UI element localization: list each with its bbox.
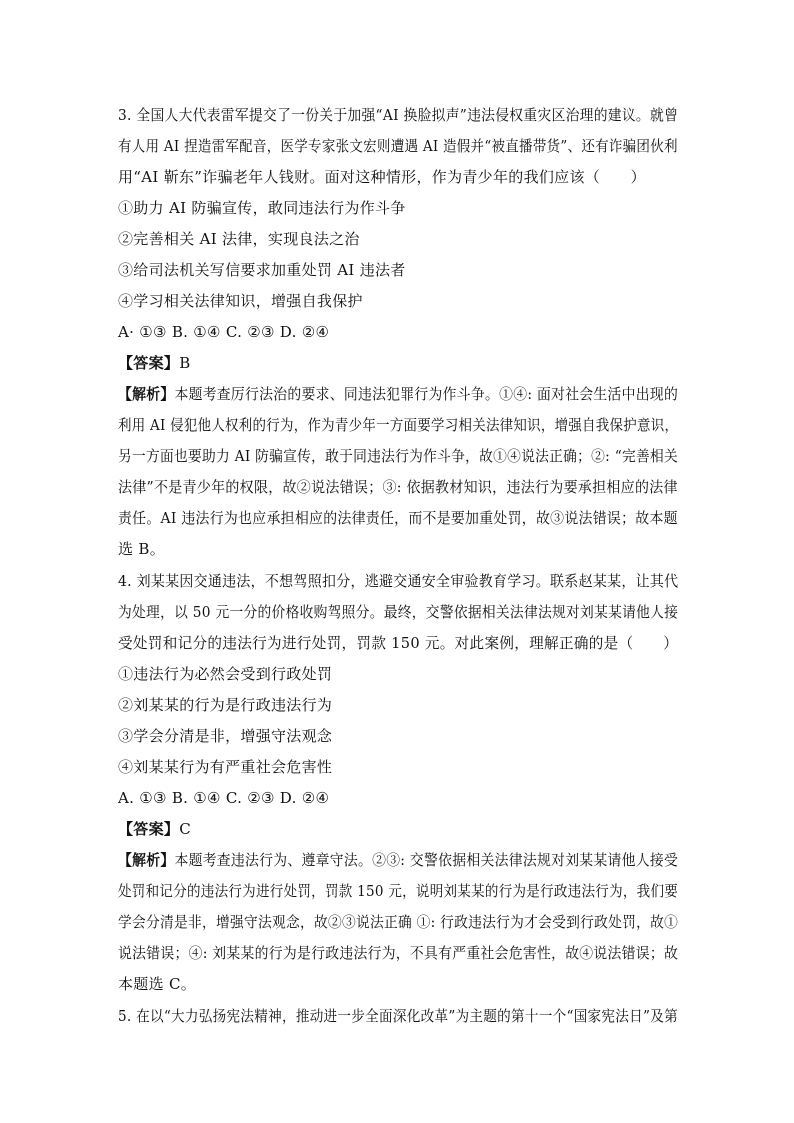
q4-stem-line-1: 4. 刘某某因交通违法，不想驾照扣分，逃避交通安全审验教育学习。联系赵某某，让其代	[118, 572, 679, 590]
q3-analysis-line-3: 另一方面也要助力 AI 防骗宣传，敢于同违法行为作斗争，故①④说法正确；②: “完善相关	[118, 447, 678, 465]
q4-analysis-line-2: 处罚和记分的违法行为进行处罚，罚款 150 元，说明刘某某的行为是行政违法行为，我们要	[118, 882, 679, 900]
q3-analysis-line-5: 责任。AI 违法行为也应承担相应的法律责任，而不是要加重处罚，故③说法错误；故本题	[118, 509, 678, 527]
q3-choices: A· ①③ B. ①④ C. ②③ D. ②④	[118, 323, 330, 341]
q5-stem-line-1: 5. 在以“大力弘扬宪法精神，推动进一步全面深化改革”为主题的第十一个“国家宪法日”及第	[118, 1007, 678, 1025]
q3-answer-value: B	[179, 354, 191, 372]
q3-stem-line-3: 用“AI 靳东”诈骗老年人钱财。面对这种情形，作为青少年的我们应该（ ）	[118, 168, 646, 186]
q4-analysis-label: 【解析】	[118, 851, 175, 869]
q3-answer	[118, 352, 678, 374]
q4-answer-label: 【答案】	[118, 820, 180, 838]
q4-option-1: ①违法行为必然会受到行政处罚	[118, 665, 333, 683]
q4-analysis-line-4: 说法错误；④: 刘某某的行为是行政违法行为，不具有严重社会危害性，故④说法错误；故	[118, 944, 679, 962]
q3-stem-line-2: 有人用 AI 捏造雷军配音，医学专家张文宏则遭遇 AI 造假并“被直播带货”、还有诈骗团伙利	[118, 137, 678, 155]
q3-option-1: ①助力 AI 防骗宣传，敢同违法行为作斗争	[118, 199, 406, 217]
q4-option-4: ④刘某某行为有严重社会危害性	[118, 758, 333, 776]
q3-analysis-line-4: 法律”不是青少年的权限，故②说法错误；③: 依据教材知识，违法行为要承担相应的法律	[118, 478, 678, 496]
q4-analysis-line-3: 学会分清是非，增强守法观念，故②③说法正确 ①: 行政违法行为才会受到行政处罚，故①	[118, 913, 679, 931]
q3-analysis-text-1: 本题考查厉行法治的要求、同违法犯罪行为作斗争。①④: 面对社会生活中出现的	[174, 385, 679, 403]
q4-choices: A. ①③ B. ①④ C. ②③ D. ②④	[118, 789, 330, 807]
q4-stem-line-2: 为处理，以 50 元一分的价格收购驾照分。最终，交警依据相关法律法规对刘某某请他人接	[118, 603, 679, 621]
q4-option-3: ③学会分清是非，增强守法观念	[118, 727, 333, 745]
q4-stem-line-3: 受处罚和记分的违法行为进行处罚，罚款 150 元。对此案例，理解正确的是（ ）	[118, 634, 679, 652]
q4-analysis-line-1	[118, 849, 679, 871]
q4-answer	[118, 818, 678, 840]
q3-analysis-line-2: 利用 AI 侵犯他人权利的行为，作为青少年一方面要学习相关法律知识，增强自我保护意识，	[118, 416, 679, 434]
q4-answer-value: C	[179, 820, 191, 838]
q3-option-2: ②完善相关 AI 法律，实现良法之治	[118, 230, 360, 248]
q4-analysis-line-5: 本题选 C。	[118, 975, 197, 993]
q3-analysis-line-6: 选 B。	[118, 540, 165, 558]
q3-answer-label: 【答案】	[118, 354, 180, 372]
q4-option-2: ②刘某某的行为是行政违法行为	[118, 696, 333, 714]
q3-analysis-label: 【解析】	[118, 385, 175, 403]
q3-option-4: ④学习相关法律知识，增强自我保护	[118, 292, 363, 310]
q3-option-3: ③给司法机关写信要求加重处罚 AI 违法者	[118, 261, 406, 279]
q3-analysis-line-1	[118, 383, 679, 405]
q4-analysis-text-1: 本题考查违法行为、遵章守法。②③: 交警依据相关法律法规对刘某某请他人接受	[174, 851, 679, 869]
q3-stem-line-1: 3. 全国人大代表雷军提交了一份关于加强“AI 换脸拟声”违法侵权重灾区治理的建议。就曾	[118, 106, 679, 124]
